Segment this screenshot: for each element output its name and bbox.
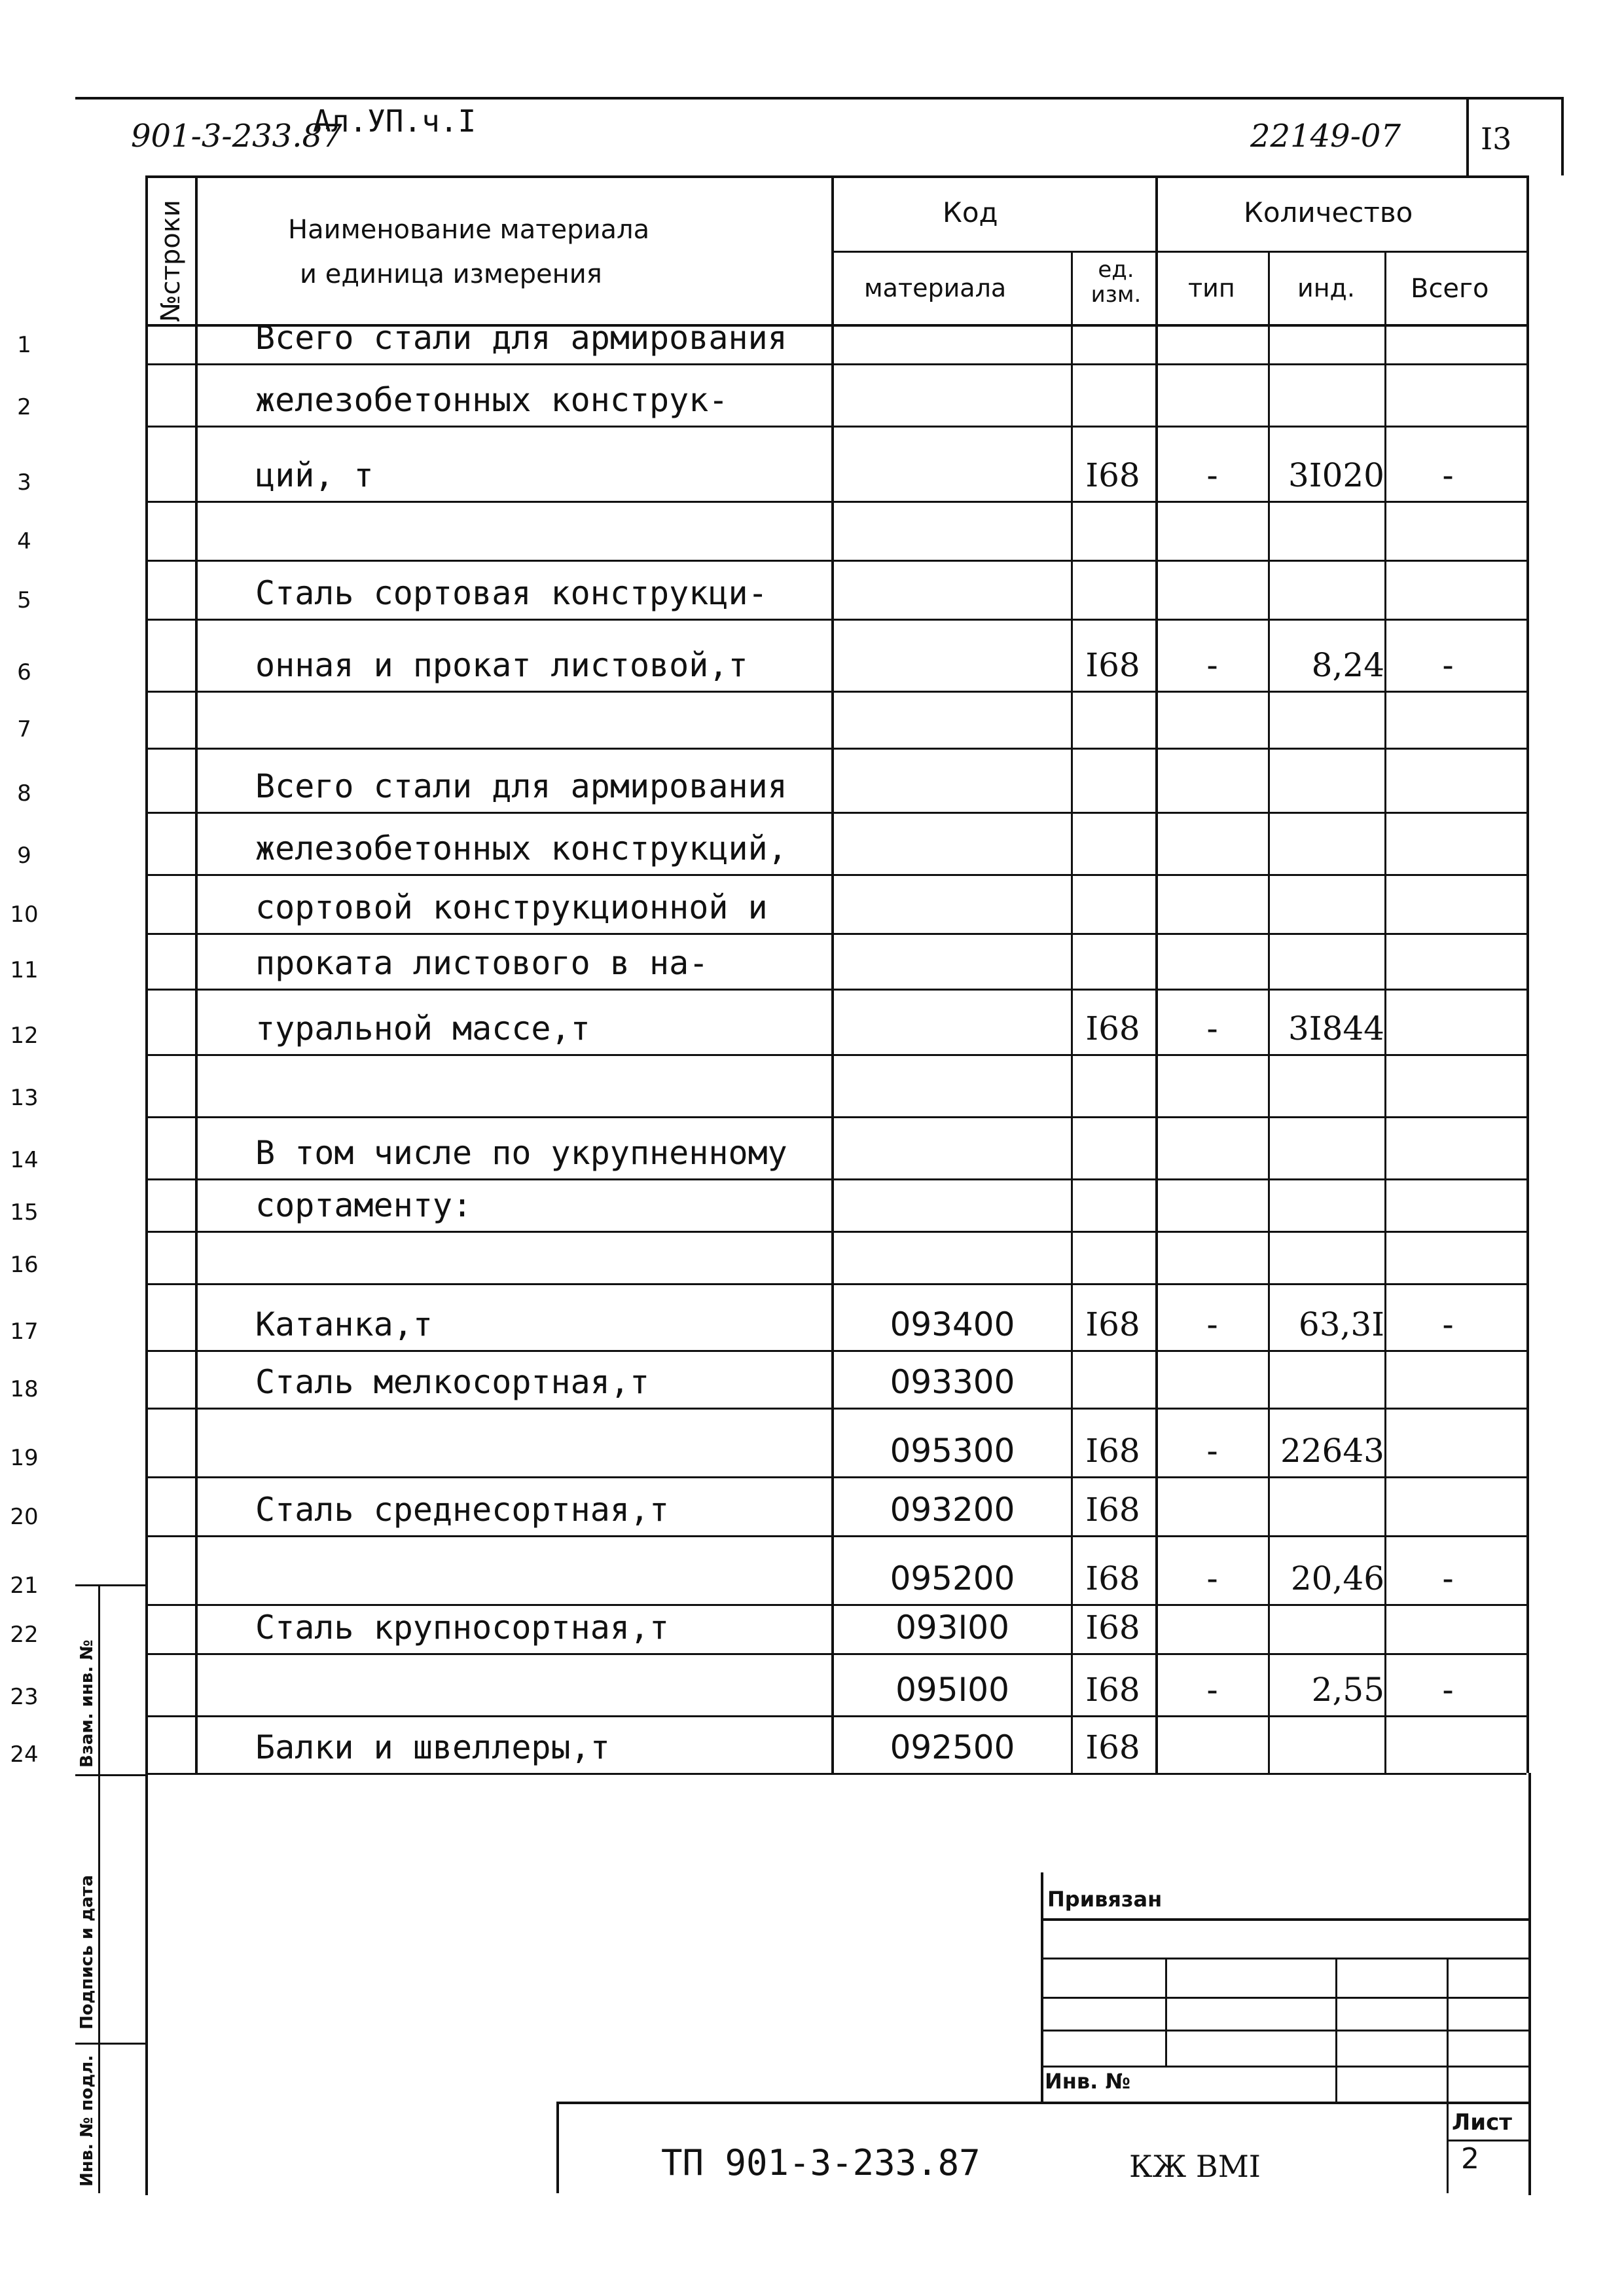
row-material-code: 093300: [890, 1363, 1015, 1401]
row-material-code: 095300: [890, 1432, 1015, 1470]
sheet-label: Лист: [1452, 2109, 1512, 2136]
row-material-name: сортаменту:: [255, 1186, 473, 1224]
stamp-line-4: [1041, 2066, 1528, 2068]
row-number: 2: [17, 394, 31, 420]
row-number: 11: [10, 957, 39, 983]
row-unit-code: I68: [1085, 1671, 1140, 1709]
col-code-group-header: Код: [943, 196, 998, 228]
row-divider: [145, 619, 1526, 621]
col-qty-type-header: тип: [1188, 274, 1235, 302]
row-divider: [145, 1773, 1526, 1775]
col-qty-ind-header: инд.: [1297, 274, 1355, 302]
row-material-code: 093200: [890, 1491, 1015, 1529]
col-rownum-header: №строки: [156, 200, 186, 322]
row-number: 10: [10, 902, 39, 928]
row-material-name: Сталь сортовая конструкци-: [255, 574, 768, 612]
ind-col-line: [1384, 251, 1386, 1773]
inv-podl-label: Инв. № подл.: [77, 2054, 97, 2187]
left-outer-line: [145, 175, 148, 1773]
col-name-header-line1: Наименование материала: [288, 215, 650, 245]
row-number: 1: [17, 332, 31, 358]
row-qty-type: -: [1202, 1432, 1223, 1470]
row-number: 16: [10, 1252, 39, 1278]
row-qty-ind: 3I020: [1288, 456, 1384, 494]
row-qty-ind: 2,55: [1311, 1671, 1384, 1709]
row-number: 21: [10, 1573, 39, 1599]
row-number: 13: [10, 1085, 39, 1111]
project-code: ТП 901-3-233.87: [661, 2142, 981, 2183]
row-qty-type: -: [1202, 456, 1223, 494]
row-material-code: 093400: [890, 1305, 1015, 1343]
privyazan-label: Привязан: [1047, 1887, 1163, 1912]
col-name-header-line2: и единица измерения: [300, 259, 602, 289]
row-qty-ind: 20,46: [1290, 1559, 1384, 1597]
row-divider: [145, 363, 1526, 365]
row-unit-code: I68: [1085, 646, 1140, 684]
unit-col-line: [1155, 175, 1158, 1773]
row-number: 5: [17, 587, 31, 613]
stamp-line-2: [1041, 1997, 1528, 1999]
stamp-line-3: [1041, 2030, 1528, 2032]
row-number: 7: [17, 716, 31, 742]
row-divider: [145, 989, 1526, 991]
row-qty-type: -: [1202, 1010, 1223, 1048]
row-divider: [145, 426, 1526, 428]
row-qty-total: -: [1437, 1559, 1458, 1597]
stamp-col-line-3: [1447, 1958, 1449, 2193]
code-unit-col-line: [1071, 251, 1073, 1773]
row-unit-code: I68: [1085, 1432, 1140, 1470]
row-divider: [145, 1715, 1526, 1717]
row-number: 12: [10, 1023, 39, 1049]
stamp-left-line: [1041, 1872, 1043, 2102]
row-number: 4: [17, 528, 31, 555]
row-number: 6: [17, 659, 31, 685]
row-qty-total: -: [1437, 1671, 1458, 1709]
sheet-number: 2: [1461, 2142, 1479, 2176]
row-number: 20: [10, 1504, 39, 1530]
margin-sep-2: [75, 1774, 145, 1776]
row-qty-ind: 22643: [1280, 1432, 1384, 1470]
podpis-data-label: Подпись и дата: [77, 1874, 97, 2030]
row-qty-type: -: [1202, 1671, 1223, 1709]
row-number: 14: [10, 1147, 39, 1173]
margin-sep-1: [75, 1584, 145, 1586]
row-material-code: 095I00: [895, 1671, 1009, 1709]
col-code-material-header: материала: [864, 274, 1007, 302]
left-binding-line: [145, 1773, 148, 2195]
row-number: 22: [10, 1622, 39, 1648]
row-divider: [145, 933, 1526, 935]
row-divider: [145, 1231, 1526, 1233]
row-material-code: 093I00: [895, 1609, 1009, 1647]
row-divider: [145, 1476, 1526, 1478]
row-qty-type: -: [1202, 1559, 1223, 1597]
subheader-line: [831, 251, 1526, 253]
row-number: 9: [17, 843, 31, 869]
row-number: 23: [10, 1684, 39, 1710]
row-divider: [145, 1653, 1526, 1655]
album-label: Ал.УП.ч.I: [313, 103, 477, 139]
row-material-name: онная и прокат листовой,т: [255, 646, 748, 684]
inventory-handwritten: 22149-07: [1250, 118, 1401, 155]
row-material-name: Катанка,т: [255, 1305, 433, 1343]
row-divider: [145, 1604, 1526, 1606]
row-material-code: 092500: [890, 1728, 1015, 1766]
rownum-col-line: [195, 175, 198, 1773]
row-qty-total: -: [1437, 646, 1458, 684]
row-number: 17: [10, 1319, 39, 1345]
section-code: КЖ ВМI: [1129, 2149, 1261, 2184]
row-unit-code: I68: [1085, 1305, 1140, 1343]
row-divider: [145, 1408, 1526, 1410]
row-material-name: Всего стали для армирования: [255, 319, 787, 357]
title-block-left-line: [556, 2102, 559, 2193]
vzam-inv-label: Взам. инв. №: [77, 1639, 97, 1768]
inv-no-label: Инв. №: [1045, 2069, 1130, 2094]
row-number: 15: [10, 1199, 39, 1226]
row-material-name: проката листового в на-: [255, 944, 709, 982]
title-block-top-line: [556, 2102, 1528, 2104]
col-qty-group-header: Количество: [1244, 196, 1413, 228]
row-number: 24: [10, 1741, 39, 1768]
row-divider: [145, 748, 1526, 750]
row-material-name: туральной массе,т: [255, 1010, 590, 1048]
row-divider: [145, 501, 1526, 503]
row-divider: [145, 1350, 1526, 1352]
row-number: 3: [17, 469, 31, 496]
row-number: 18: [10, 1376, 39, 1402]
row-qty-total: -: [1437, 1305, 1458, 1343]
table-top-line: [145, 175, 1526, 178]
stamp-col-line-1: [1165, 1958, 1167, 2066]
row-material-name: ций, т: [255, 456, 374, 494]
row-material-name: железобетонных конструкций,: [255, 829, 787, 867]
row-material-name: железобетонных конструк-: [255, 381, 729, 419]
row-qty-ind: 63,3I: [1298, 1305, 1384, 1343]
col-code-unit-header: ед. изм.: [1091, 257, 1142, 308]
page-number: I3: [1481, 121, 1512, 156]
row-divider: [145, 1116, 1526, 1118]
row-divider: [145, 1054, 1526, 1056]
row-number: 8: [17, 780, 31, 807]
row-material-name: Балки и швеллеры,т: [255, 1728, 610, 1766]
row-material-code: 095200: [890, 1559, 1015, 1597]
row-unit-code: I68: [1085, 1010, 1140, 1048]
type-col-line: [1268, 251, 1270, 1773]
stamp-top-line: [1041, 1918, 1528, 1921]
row-qty-type: -: [1202, 646, 1223, 684]
row-divider: [145, 812, 1526, 814]
margin-line: [98, 1584, 100, 2193]
row-material-name: Сталь крупносортная,т: [255, 1609, 670, 1647]
doc-code-handwritten: 901-3-233.87: [131, 118, 342, 155]
stamp-line-1: [1041, 1958, 1528, 1959]
row-qty-ind: 3I844: [1288, 1010, 1384, 1048]
page-number-left-line: [1466, 97, 1469, 175]
row-divider: [145, 1535, 1526, 1537]
row-material-name: сортовой конструкционной и: [255, 888, 768, 926]
right-frame-line: [1528, 1773, 1531, 2195]
right-outer-line: [1526, 175, 1529, 1773]
row-unit-code: I68: [1085, 456, 1140, 494]
sheet-label-line: [1447, 2140, 1528, 2141]
name-col-line: [831, 175, 834, 1773]
row-unit-code: I68: [1085, 1559, 1140, 1597]
row-number: 19: [10, 1445, 39, 1471]
row-unit-code: I68: [1085, 1609, 1140, 1647]
row-material-name: Всего стали для армирования: [255, 767, 787, 805]
row-divider: [145, 1283, 1526, 1285]
stamp-col-line-2: [1335, 1958, 1337, 2102]
row-qty-type: -: [1202, 1305, 1223, 1343]
margin-sep-3: [75, 2043, 145, 2045]
col-qty-total-header: Всего: [1411, 274, 1489, 304]
row-material-name: Сталь среднесортная,т: [255, 1491, 670, 1529]
row-divider: [145, 691, 1526, 693]
row-unit-code: I68: [1085, 1491, 1140, 1529]
page-number-right-line: [1561, 97, 1564, 175]
row-material-name: В том числе по укрупненному: [255, 1134, 787, 1172]
row-divider: [145, 1178, 1526, 1180]
top-border-line: [75, 97, 1561, 100]
row-divider: [145, 874, 1526, 876]
row-qty-ind: 8,24: [1311, 646, 1384, 684]
row-divider: [145, 560, 1526, 562]
row-qty-total: -: [1437, 456, 1458, 494]
row-unit-code: I68: [1085, 1728, 1140, 1766]
row-material-name: Сталь мелкосортная,т: [255, 1363, 650, 1401]
